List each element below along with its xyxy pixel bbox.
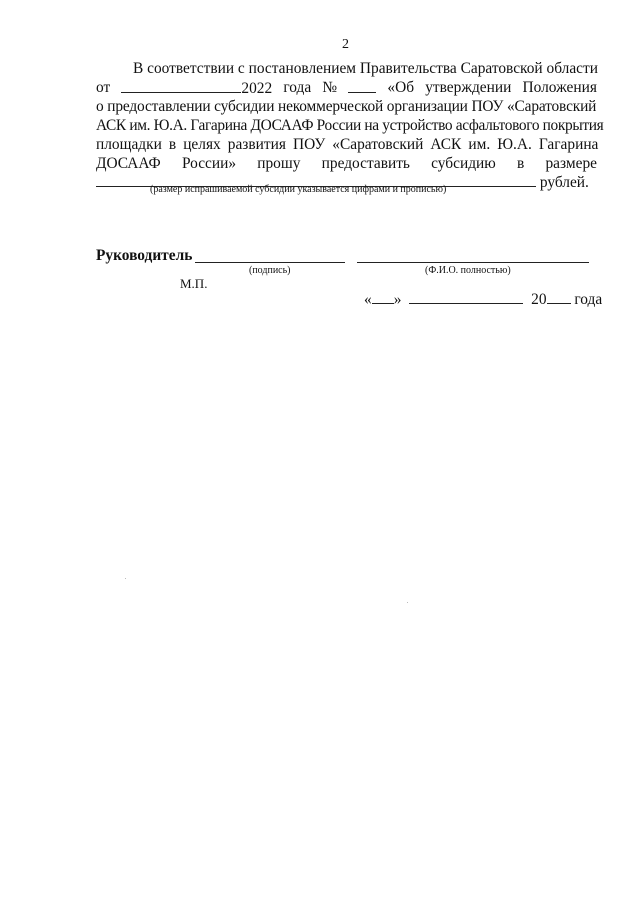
date-field [121,79,272,98]
paragraph-line-2 [96,79,597,98]
page-number: 2 [342,37,349,52]
stamp-place: М.П. [180,276,208,291]
word-polozheniya: Положения [522,79,597,96]
paragraph-line-4: АСК им. Ю.А. Гагарина ДОСААФ России на устройство асфальтового покрытия [96,117,604,134]
paragraph-line-5: площадки в целях развития ПОУ «Саратовский АСК им. Ю.А. Гагарина [96,136,599,153]
year-blank [547,290,571,304]
word-goda: года [283,79,312,96]
word-6: в [516,155,525,172]
word-7: размере [545,155,597,172]
word-utverzhdenii: утверждении [425,79,512,96]
number-blank [348,79,376,93]
head-title: Руководитель [96,247,193,264]
paragraph-line-1: В соответствии с постановлением Правительства Саратовской области [133,60,598,77]
paragraph-line-3: о предоставлении субсидии некоммерческой организации ПОУ «Саратовский [96,98,597,115]
word-ot: от [96,79,111,96]
paragraph-line-6 [96,155,597,173]
word-3: прошу [257,155,301,172]
scan-speck [125,578,126,579]
amount-hint: (размер испрашиваемой субсидии указывается цифрами и прописью) [150,184,447,195]
signature-blank [195,247,345,263]
number-sign: № [322,79,338,96]
month-blank [409,290,523,304]
year-2022: 2022 [241,80,273,97]
word-5: субсидию [431,155,496,172]
scan-speck [407,602,408,603]
open-quote: « [364,291,372,308]
word-2: России» [181,155,237,172]
date-blank [121,79,241,93]
close-quote: » [393,291,402,308]
day-blank [372,290,394,304]
word-1: ДОСААФ [96,155,161,172]
year-prefix: 20 [531,291,547,308]
signature-date [364,290,602,309]
signature-caption: (подпись) [249,265,291,276]
word-4: предоставить [321,155,410,172]
full-name-blank [357,247,589,263]
rubles-label: рублей. [539,174,589,191]
word-ob: «Об [387,79,415,96]
year-word: года [574,291,603,308]
name-caption: (Ф.И.О. полностью) [425,265,511,276]
